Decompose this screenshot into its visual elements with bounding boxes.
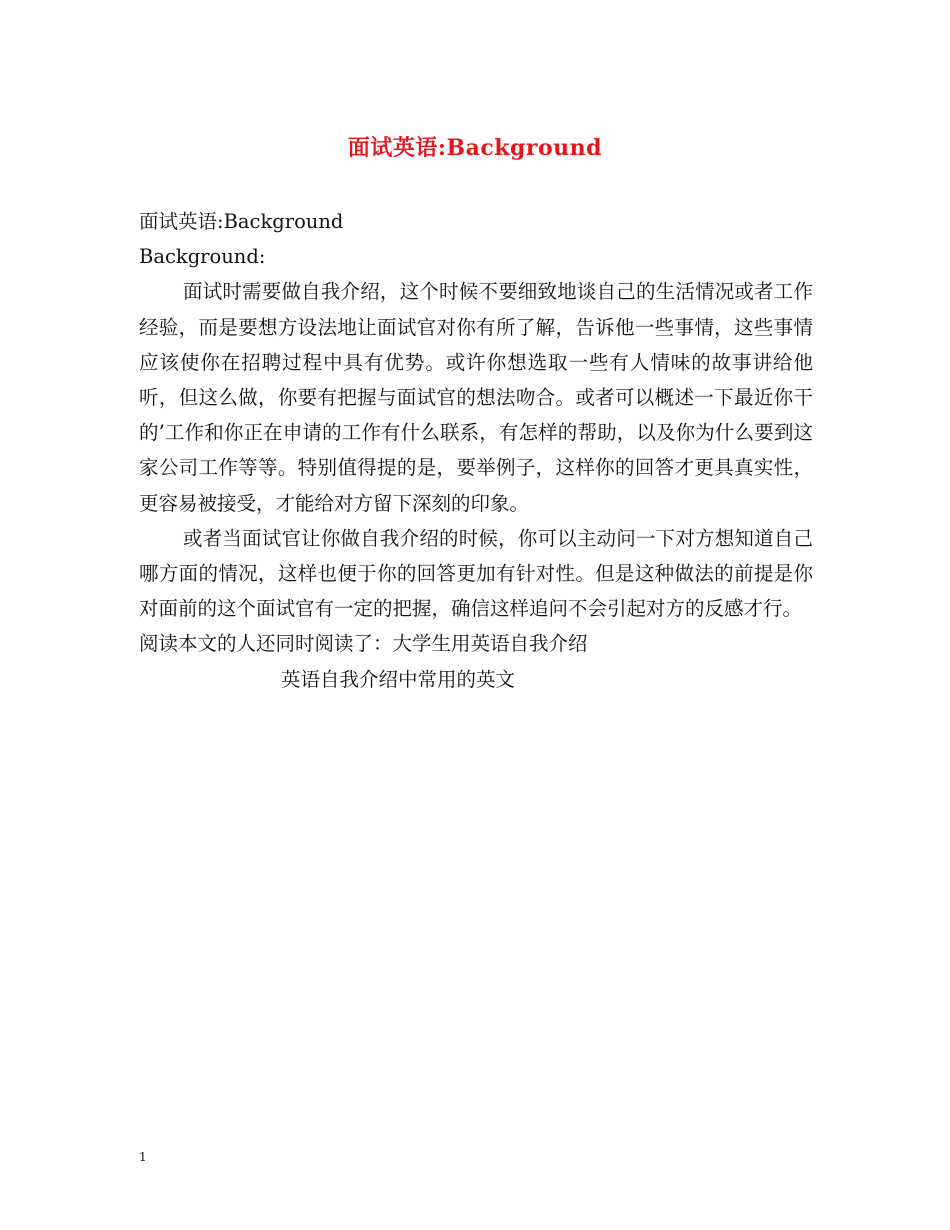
related-link-1[interactable]: 大学生用英语自我介绍	[392, 632, 588, 656]
related-reading-label: 阅读本文的人还同时阅读了：	[139, 632, 393, 656]
document-subtitle: 面试英语:Background	[139, 210, 344, 233]
page-title: 面试英语:Background	[347, 135, 603, 161]
page-number: 1	[139, 1150, 147, 1164]
body-paragraph-2: 或者当面试官让你做自我介绍的时候，你可以主动问一下对方想知道自己哪方面的情况，这样也便于你的回答更加有针对性。但是这种做法的前提是你对面前的这个面试官有一定的把握，确信这样追问不会引起对方的反感才行。	[139, 526, 813, 621]
related-reading-second	[139, 662, 813, 697]
document-body	[139, 204, 813, 697]
body-paragraph-1: 面试时需要做自我介绍，这个时候不要细致地谈自己的生活情况或者工作经验，而是要想方设法地让面试官对你有所了解，告诉他一些事情，这些事情应该使你在招聘过程中具有优势。或许你想选取一些有人情味的故事讲给他听，但这么做，你要有把握与面试官的想法吻合。或者可以概述一下最近你干的’工作和你正在申请的工作有什么联系，有怎样的帮助，以及你为什么要到这家公司工作等等。特别值得提的是，要举例子，这样你的回答才更具真实性，更容易被接受，才能给对方留下深刻的印象。	[139, 280, 813, 515]
section-label: Background:	[139, 245, 266, 269]
related-link-2[interactable]: 英语自我介绍中常用的英文	[281, 667, 516, 691]
related-reading	[139, 626, 813, 661]
